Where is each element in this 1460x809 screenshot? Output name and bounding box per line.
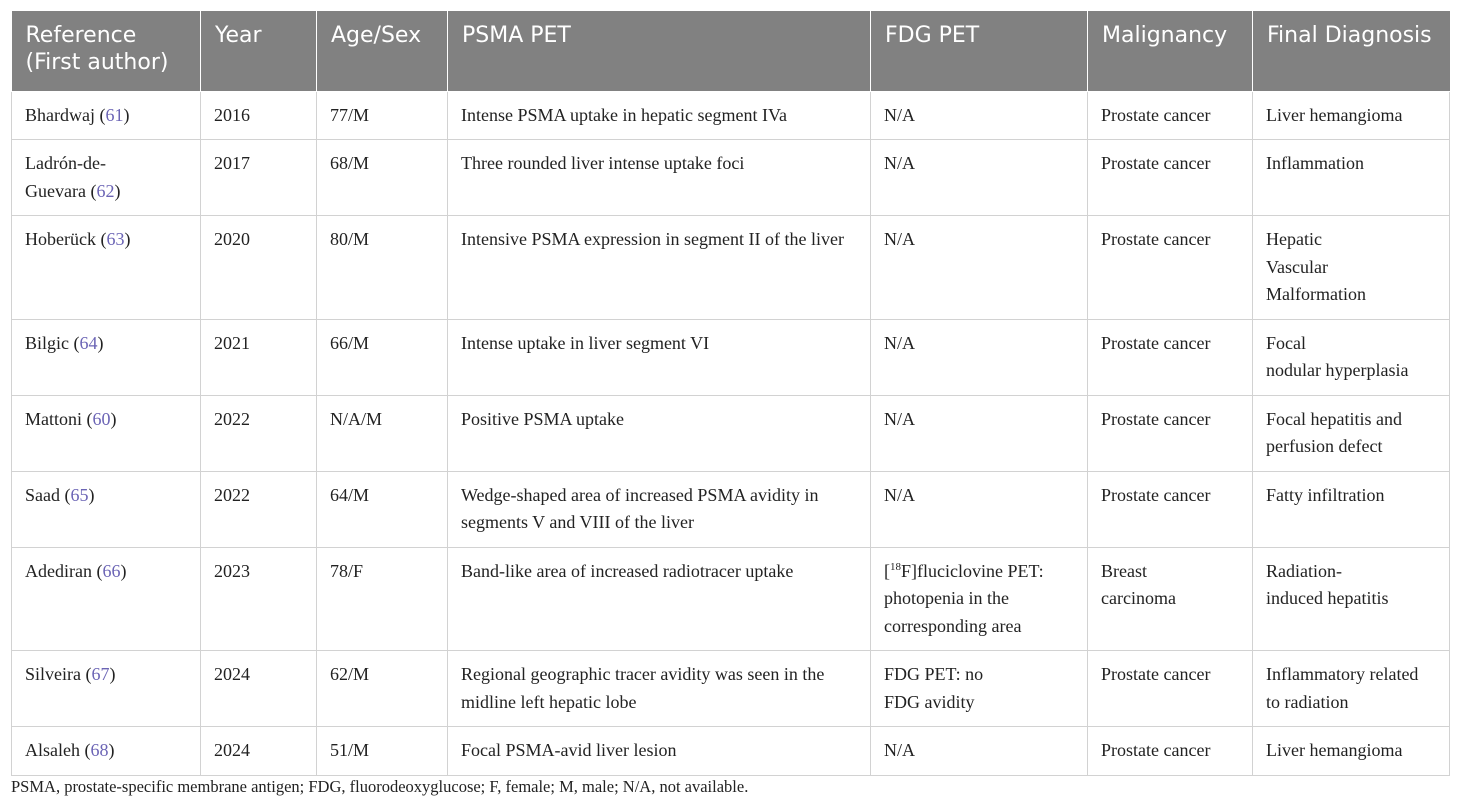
age-sex-cell: 77/M — [317, 91, 448, 140]
table-row — [12, 395, 1450, 471]
malignancy-cell: Breast carcinoma — [1088, 547, 1253, 651]
malignancy-cell: Prostate cancer — [1088, 140, 1253, 216]
header-malignancy: Malignancy — [1088, 11, 1253, 91]
diagnosis-cell: Focal nodular hyperplasia — [1253, 319, 1450, 395]
table-footnote: PSMA, prostate-specific membrane antigen; FDG, fluorodeoxyglucose; F, female; M, male; N/A, not available. — [11, 777, 749, 796]
year-cell: 2024 — [201, 727, 317, 776]
header-age-sex: Age/Sex — [317, 11, 448, 91]
author-name: Hoberück — [25, 229, 96, 249]
citation-link[interactable]: 63 — [106, 229, 125, 249]
diagnosis-cell: Inflammatory related to radiation — [1253, 651, 1450, 727]
diagnosis-cell: Radiation- induced hepatitis — [1253, 547, 1450, 651]
author-name: Alsaleh — [25, 740, 80, 760]
year-cell: 2024 — [201, 651, 317, 727]
year-cell: 2016 — [201, 91, 317, 140]
citation-link[interactable]: 66 — [102, 560, 121, 581]
fdg-pet-cell: FDG PET: no FDG avidity — [871, 651, 1088, 727]
age-sex-cell: 62/M — [317, 651, 448, 727]
year-cell: 2020 — [201, 216, 317, 320]
psma-pet-cell: Positive PSMA uptake — [448, 395, 871, 471]
fdg-pet-cell: N/A — [871, 91, 1088, 140]
malignancy-cell: Prostate cancer — [1088, 727, 1253, 776]
diagnosis-cell: Fatty infiltration — [1253, 471, 1450, 547]
table-row — [12, 91, 1450, 140]
psma-pet-cell: Wedge-shaped area of increased PSMA avidity in segments V and VIII of the liver — [448, 471, 871, 547]
header-year: Year — [201, 11, 317, 91]
age-sex-cell: N/A/M — [317, 395, 448, 471]
header-fdg-pet: FDG PET — [871, 11, 1088, 91]
citation-link[interactable]: 68 — [90, 740, 109, 760]
psma-pet-cell: Focal PSMA-avid liver lesion — [448, 727, 871, 776]
psma-pet-cell: Intense uptake in liver segment VI — [448, 319, 871, 395]
fdg-pet-text: F]fluciclovine PET: photopenia in the corresponding area — [884, 560, 1044, 636]
reference-cell: Adediran (66) — [12, 547, 201, 651]
year-cell: 2017 — [201, 140, 317, 216]
table-row — [12, 651, 1450, 727]
reference-cell: Ladrón-de- Guevara (62) — [12, 140, 201, 216]
malignancy-cell: Prostate cancer — [1088, 471, 1253, 547]
malignancy-cell: Prostate cancer — [1088, 395, 1253, 471]
age-sex-cell: 66/M — [317, 319, 448, 395]
malignancy-cell: Prostate cancer — [1088, 319, 1253, 395]
citation-link[interactable]: 67 — [91, 664, 110, 684]
table-row — [12, 140, 1450, 216]
table-row — [12, 471, 1450, 547]
fdg-pet-cell: N/A — [871, 395, 1088, 471]
citation-link[interactable]: 60 — [92, 408, 111, 429]
author-name: Adediran — [25, 560, 92, 581]
header-final-diagnosis: Final Diagnosis — [1253, 11, 1450, 91]
fdg-pet-cell: N/A — [871, 140, 1088, 216]
isotope-superscript: 18 — [890, 560, 901, 573]
fdg-pet-cell: N/A — [871, 727, 1088, 776]
reference-cell: Silveira (67) — [12, 651, 201, 727]
year-cell: 2022 — [201, 395, 317, 471]
reference-cell: Saad (65) — [12, 471, 201, 547]
table-row — [12, 727, 1450, 776]
author-name: Mattoni — [25, 408, 82, 429]
citation-link[interactable]: 65 — [70, 484, 89, 505]
author-name: Bhardwaj — [25, 104, 95, 125]
malignancy-cell: Prostate cancer — [1088, 216, 1253, 320]
year-cell: 2021 — [201, 319, 317, 395]
reference-cell: Alsaleh (68) — [12, 727, 201, 776]
citation-link[interactable]: 62 — [96, 180, 115, 201]
reference-cell: Hoberück (63) — [12, 216, 201, 320]
author-name: Silveira — [25, 664, 81, 684]
year-cell: 2022 — [201, 471, 317, 547]
diagnosis-cell: Liver hemangioma — [1253, 727, 1450, 776]
age-sex-cell: 51/M — [317, 727, 448, 776]
citation-link[interactable]: 61 — [105, 104, 124, 125]
fdg-pet-cell: N/A — [871, 319, 1088, 395]
diagnosis-cell: Hepatic Vascular Malformation — [1253, 216, 1450, 320]
diagnosis-cell: Inflammation — [1253, 140, 1450, 216]
psma-pet-cell: Intense PSMA uptake in hepatic segment IVa — [448, 91, 871, 140]
fdg-pet-cell: N/A — [871, 471, 1088, 547]
table-header-row — [12, 11, 1450, 91]
malignancy-cell: Prostate cancer — [1088, 91, 1253, 140]
psma-pet-cell: Regional geographic tracer avidity was seen in the midline left hepatic lobe — [448, 651, 871, 727]
table-row — [12, 319, 1450, 395]
table-row — [12, 216, 1450, 320]
header-reference: Reference (First author) — [12, 11, 201, 91]
malignancy-cell: Prostate cancer — [1088, 651, 1253, 727]
author-name: Saad — [25, 484, 60, 505]
diagnosis-cell: Liver hemangioma — [1253, 91, 1450, 140]
fdg-pet-cell: [$^{18}$F]fluciclovine PET: photopenia in the corresponding area — [871, 547, 1088, 651]
fdg-pet-cell: N/A — [871, 216, 1088, 320]
psma-pet-cell: Three rounded liver intense uptake foci — [448, 140, 871, 216]
year-cell: 2023 — [201, 547, 317, 651]
author-name: Bilgic — [25, 332, 69, 353]
psma-pet-cell: Band-like area of increased radiotracer uptake — [448, 547, 871, 651]
case-reports-table — [11, 11, 1450, 776]
age-sex-cell: 78/F — [317, 547, 448, 651]
reference-cell: Bhardwaj (61) — [12, 91, 201, 140]
header-psma-pet: PSMA PET — [448, 11, 871, 91]
author-name: Ladrón-de- Guevara — [25, 153, 106, 201]
age-sex-cell: 68/M — [317, 140, 448, 216]
diagnosis-cell: Focal hepatitis and perfusion defect — [1253, 395, 1450, 471]
age-sex-cell: 64/M — [317, 471, 448, 547]
citation-link[interactable]: 64 — [79, 332, 98, 353]
age-sex-cell: 80/M — [317, 216, 448, 320]
table-row — [12, 547, 1450, 651]
reference-cell: Bilgic (64) — [12, 319, 201, 395]
reference-cell: Mattoni (60) — [12, 395, 201, 471]
psma-pet-cell: Intensive PSMA expression in segment II of the liver — [448, 216, 871, 320]
